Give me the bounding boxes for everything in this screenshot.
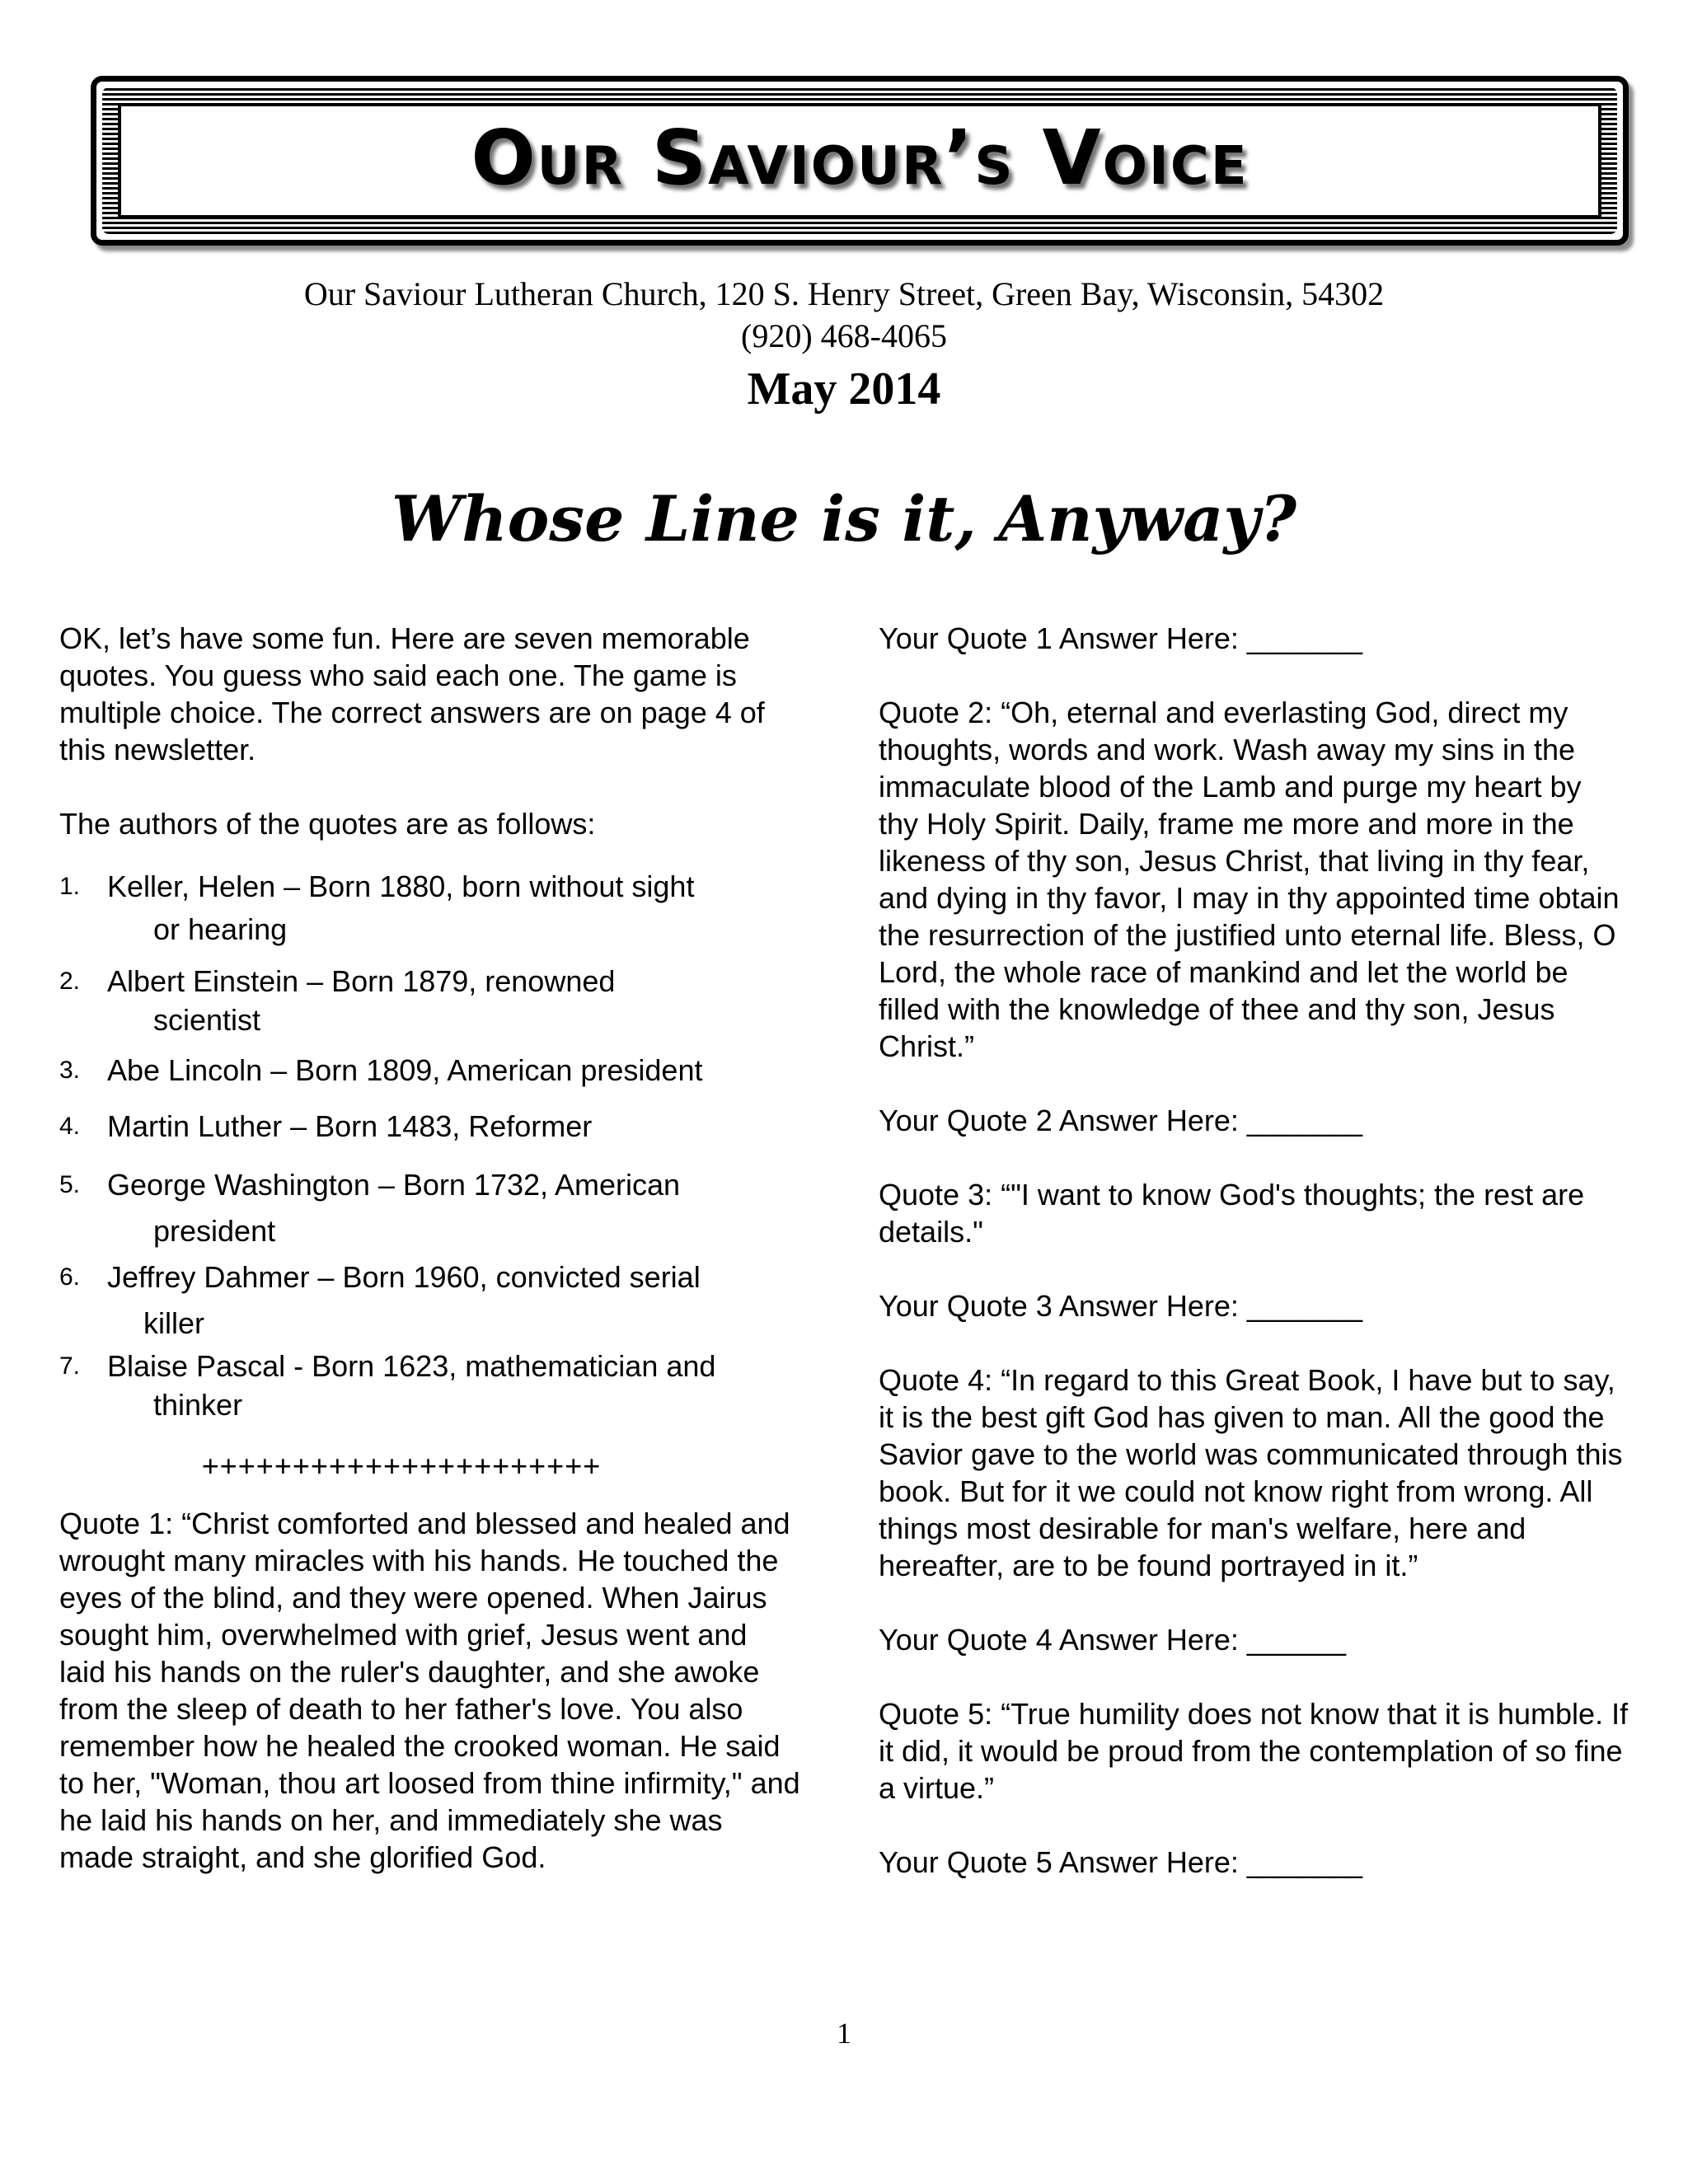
author-text-continued: scientist [153,1003,261,1037]
quote-5-answer-line: Your Quote 5 Answer Here: _______ [879,1845,1363,1879]
author-text: Keller, Helen – Born 1880, born without sight [107,869,695,903]
issue-date: May 2014 [747,363,941,415]
author-number: 6. [59,1263,81,1291]
author-text: Blaise Pascal - Born 1623, mathematician and [107,1349,716,1383]
author-item [59,1347,801,1424]
quote-4-answer-line: Your Quote 4 Answer Here: ______ [879,1623,1347,1657]
author-text: Albert Einstein – Born 1879, renowned [107,964,616,998]
author-item [59,962,801,1039]
masthead-inner-panel [118,103,1601,218]
authors-list [59,865,801,1424]
quote-3-text: Quote 3: “"I want to know God's thoughts; the rest are details." [879,1178,1585,1249]
left-column [59,620,801,1876]
author-item [59,1050,801,1091]
quote-2-text: Quote 2: “Oh, eternal and everlasting God, direct my thoughts, words and work. Wash away my sins in the immaculate blood of the Lamb and purge my heart by thy Holy Spirit. Daily, frame me more and more in the likeness of thy son, Jesus Christ, that living in thy fear, and dying in thy favor, I may in thy appointed time obtain the resurrection of the justified unto eternal life. Bless, O Lord, the whole race of mankind and let the world be filled with the knowledge of thee and thy son, Jesus Christ.” [879,696,1620,1063]
author-number: 4. [59,1113,81,1140]
author-item [59,865,801,951]
author-number: 3. [59,1057,81,1084]
author-number: 5. [59,1171,81,1198]
author-item [59,1106,801,1147]
masthead-banner [91,76,1629,246]
author-text: Jeffrey Dahmer – Born 1960, convicted serial [107,1260,701,1294]
quote-4-text: Quote 4: “In regard to this Great Book, I have but to say, it is the best gift God has given to man. All the good the Savior gave to the world was communicated through this book. But for it we could not know right from wrong. All things most desirable for man's welfare, here and hereafter, are to be found portrayed in it.” [879,1363,1623,1582]
intro-paragraph: OK, let’s have some fun. Here are seven memorable quotes. You guess who said each one. The game is multiple choice. The correct answers are on page 4 of this newsletter. [59,621,765,766]
author-item [59,1254,801,1347]
author-item [59,1162,801,1254]
authors-heading: The authors of the quotes are as follows: [59,807,596,841]
author-number: 1. [59,873,81,900]
author-text-continued: or hearing [153,912,288,946]
quote-3-answer-line: Your Quote 3 Answer Here: _______ [879,1289,1363,1323]
section-divider: ++++++++++++++++++++++ [201,1449,602,1483]
feature-title: Whose Line is it, Anyway? [391,482,1297,555]
quote-5-text: Quote 5: “True humility does not know that it is humble. If it did, it would be proud from the contemplation of so fine a virtue.” [879,1697,1629,1805]
author-text: George Washington – Born 1732, American [107,1168,681,1202]
author-text-continued: thinker [153,1388,243,1422]
newsletter-title: Our Saviour’s Voice [471,114,1249,202]
page-number: 1 [837,2017,851,2050]
quote-1-answer-line: Your Quote 1 Answer Here: _______ [879,621,1363,655]
author-number: 2. [59,968,81,995]
author-text: Martin Luther – Born 1483, Reformer [107,1109,593,1143]
author-text-continued: president [153,1214,276,1248]
author-text: Abe Lincoln – Born 1809, American president [107,1053,703,1087]
quote-1-text: Quote 1: “Christ comforted and blessed and healed and wrought many miracles with his hands. He touched the eyes of the blind, and they were opened. When Jairus sought him, overwhelmed with grief, Jesus went and laid his hands on the ruler's daughter, and she awoke from the sleep of death to her father's love. You also remember how he healed the crooked woman. He said to her, "Woman, thou art loosed from thine infirmity," and he laid his hands on her, and immediately she was made straight, and she glorified God. [59,1507,800,1874]
quote-2-answer-line: Your Quote 2 Answer Here: _______ [879,1104,1363,1137]
church-address: Our Saviour Lutheran Church, 120 S. Henry Street, Green Bay, Wisconsin, 54302 [303,275,1385,312]
right-column [879,620,1629,1881]
author-number: 7. [59,1352,81,1380]
author-text-continued: killer [143,1306,205,1340]
church-phone: (920) 468-4065 [741,317,947,354]
